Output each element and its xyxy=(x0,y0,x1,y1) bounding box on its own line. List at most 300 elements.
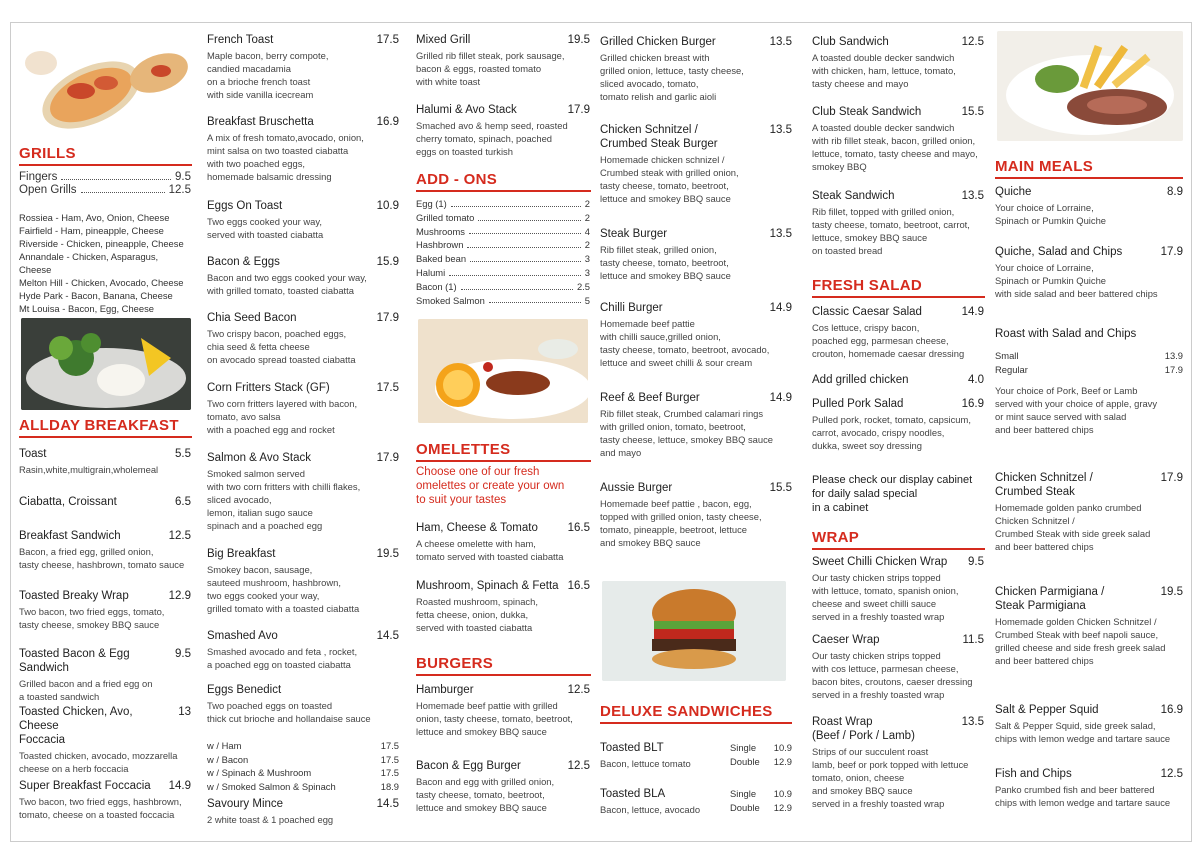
addon-name: Mushrooms xyxy=(416,225,465,237)
addon-leader xyxy=(467,238,580,248)
item-name: Steak Burger xyxy=(600,228,668,240)
addon-price: 2 xyxy=(584,198,590,209)
benedict-option xyxy=(207,753,399,767)
item-name: Savoury Mince xyxy=(207,798,284,810)
column-3 xyxy=(416,23,598,841)
item-name: Roast Wrap (Beef / Pork / Lamb) xyxy=(812,716,915,742)
deluxe-item xyxy=(600,787,792,816)
item-description: 2 white toast & 1 poached egg xyxy=(207,814,334,825)
deluxe-description: Bacon, lettuce tomato xyxy=(600,758,691,769)
addon-leader xyxy=(451,197,581,207)
deluxe-item xyxy=(600,741,792,770)
grills-fingers: Fingers 9.5 Open Grills 12.5 xyxy=(19,171,191,196)
item-name: Bacon & Eggs xyxy=(207,256,280,268)
item-name-row xyxy=(207,547,399,561)
benedict-option-price: 17.5 xyxy=(380,753,399,765)
omelettes-heading: OMELETTES xyxy=(416,441,598,462)
item-name: Chicken Schnitzel / Crumbed Steak xyxy=(995,472,1093,498)
item-price: 13.5 xyxy=(961,190,984,202)
benedict-option-name: w / Bacon xyxy=(207,753,249,765)
grill-variety-toppings: - Chicken, Avocado, Cheese xyxy=(62,277,184,288)
double-price: 12.9 xyxy=(773,801,792,813)
item-name-row xyxy=(416,683,590,697)
item-name: Toasted Chicken, Avo, Cheese Foccacia xyxy=(19,706,133,746)
item-description: A toasted double decker sandwich with chicken, ham, lettuce, tomato, tasty cheese and mayo xyxy=(812,52,956,89)
item-name: Classic Caesar Salad xyxy=(812,306,922,318)
menu-item xyxy=(995,585,1183,667)
benedict-option-price: 17.5 xyxy=(380,740,399,751)
burgers-heading: BURGERS xyxy=(416,655,598,676)
benedict-option-name: w / Ham xyxy=(207,740,242,751)
addons-heading: ADD - ONS xyxy=(416,171,598,192)
item-name: Add grilled chicken xyxy=(812,374,909,386)
single-row xyxy=(730,787,792,801)
item-description: Smached avo & hemp seed, roasted cherry tomato, spinach, poached eggs on toasted turkish xyxy=(416,120,568,157)
item-name-row xyxy=(995,471,1183,499)
item-description: Panko crumbed fish and beer battered chips with lemon wedge and tartare sauce xyxy=(995,784,1171,808)
addon-leader xyxy=(470,252,581,262)
menu-item xyxy=(600,301,792,369)
item-price: 17.9 xyxy=(567,104,590,116)
item-name-row xyxy=(416,33,590,47)
menu-sheet xyxy=(10,22,1192,842)
column-4 xyxy=(600,23,800,841)
item-description: Your choice of Lorraine, Spinach or Pumkin Quiche xyxy=(995,202,1106,226)
item-price: 19.5 xyxy=(1160,586,1183,598)
grill-variety xyxy=(19,250,191,276)
grill-variety-name: Rossiea xyxy=(19,212,53,223)
breakfast-plate-photo xyxy=(418,319,588,423)
grill-variety-toppings: - Bacon, Banana, Cheese xyxy=(62,290,173,301)
main-meals-heading: MAIN MEALS xyxy=(995,158,1191,179)
item-name: Fish and Chips xyxy=(995,768,1072,780)
menu-item xyxy=(207,115,399,183)
addon-price: 5 xyxy=(584,294,590,306)
grill-variety-name: Melton Hill xyxy=(19,277,63,288)
item-name-row xyxy=(600,227,792,241)
item-description: Bacon and two eggs cooked your way, with grilled tomato, toasted ciabatta xyxy=(207,272,367,296)
item-description: Bacon, a fried egg, grilled onion, tasty cheese, hashbrown, tomato sauce xyxy=(19,546,185,570)
item-name-row xyxy=(995,327,1183,341)
grill-variety-toppings: - Ham, pineapple, Cheese xyxy=(52,225,164,236)
menu-item xyxy=(600,481,792,549)
menu-item xyxy=(812,105,984,173)
deluxe-description: Bacon, lettuce, avocado xyxy=(600,804,701,815)
item-name-row xyxy=(207,381,399,395)
item-name: Salmon & Avo Stack xyxy=(207,452,311,464)
item-name: Halumi & Avo Stack xyxy=(416,104,517,116)
item-price: 14.5 xyxy=(376,630,399,642)
menu-item xyxy=(812,633,984,701)
item-price: 15.9 xyxy=(376,256,399,268)
omelettes-note: Choose one of our fresh omelettes or create your own to suit your tastes xyxy=(416,466,565,506)
item-price: 14.5 xyxy=(376,798,399,810)
item-name: Sweet Chilli Chicken Wrap xyxy=(812,556,948,568)
wrap-heading: WRAP xyxy=(812,529,992,550)
item-price: 17.9 xyxy=(1160,472,1183,484)
item-name-row xyxy=(812,555,984,569)
item-name: Salt & Pepper Squid xyxy=(995,704,1099,716)
item-name: Mushroom, Spinach & Fetta xyxy=(416,580,559,592)
menu-item xyxy=(207,683,399,793)
deluxe-row xyxy=(600,741,792,770)
item-price: 16.5 xyxy=(567,522,590,534)
item-name-row xyxy=(207,199,399,213)
menu-item xyxy=(207,255,399,297)
addon-price: 2.5 xyxy=(576,280,590,292)
grill-variety-name: Annandale xyxy=(19,251,64,262)
grill-variety xyxy=(19,302,191,315)
item-name: Chia Seed Bacon xyxy=(207,312,297,324)
column-1 xyxy=(19,23,199,841)
item-name: Reef & Beef Burger xyxy=(600,392,700,404)
single-row xyxy=(730,741,792,755)
deluxe-row xyxy=(600,787,792,816)
roast-small-label: Small xyxy=(995,350,1019,361)
menu-item xyxy=(812,35,984,90)
item-name: Eggs Benedict xyxy=(207,684,282,696)
deluxe-name: Toasted BLA xyxy=(600,788,666,800)
menu-item xyxy=(812,305,984,360)
item-price: 13.5 xyxy=(769,228,792,240)
addon-name: Hashbrown xyxy=(416,239,464,251)
item-price: 16.9 xyxy=(1160,704,1183,716)
grill-variety xyxy=(19,237,191,250)
item-name-row xyxy=(19,495,191,509)
addon-row xyxy=(416,197,590,211)
addon-row xyxy=(416,280,590,294)
item-price: 9.5 xyxy=(968,556,984,568)
item-price: 6.5 xyxy=(175,496,191,508)
deluxe-prices xyxy=(730,741,792,770)
menu-item xyxy=(207,547,399,615)
menu-item xyxy=(600,391,792,459)
menu-item xyxy=(812,555,984,623)
benedict-option-price: 17.5 xyxy=(380,767,399,778)
addon-price: 2 xyxy=(584,211,590,223)
roast-small-price: 13.9 xyxy=(1164,350,1183,361)
item-name: Grilled Chicken Burger xyxy=(600,36,716,48)
roast-regular-price: 17.9 xyxy=(1164,363,1183,375)
item-name-row xyxy=(812,633,984,647)
item-name-row xyxy=(600,481,792,495)
menu-item xyxy=(995,703,1183,745)
item-name: Chicken Schnitzel / Crumbed Steak Burger xyxy=(600,124,718,150)
addon-row xyxy=(416,266,590,280)
deluxe-left xyxy=(600,787,700,816)
menu-item xyxy=(19,447,191,476)
item-description: Strips of our succulent roast lamb, beef or pork topped with lettuce tomato, onion, cheese and smokey BBQ sauce served in a freshly toasted wrap xyxy=(812,746,969,809)
item-name-row xyxy=(19,529,191,543)
item-price: 17.5 xyxy=(376,382,399,394)
menu-item xyxy=(416,759,590,814)
item-price: 14.9 xyxy=(168,780,191,792)
addon-leader xyxy=(478,211,580,221)
item-name: Chicken Parmigiana / Steak Parmigiana xyxy=(995,586,1105,612)
item-name: Breakfast Bruschetta xyxy=(207,116,314,128)
main-meal-photo xyxy=(997,31,1183,141)
item-price: 12.5 xyxy=(168,530,191,542)
item-description: Maple bacon, berry compote, candied macadamia on a brioche french toast with side vanilla icecream xyxy=(207,50,329,100)
addon-price: 4 xyxy=(584,225,590,237)
benedict-option-name: w / Smoked Salmon & Spinach xyxy=(207,780,336,792)
item-price: 16.5 xyxy=(567,580,590,592)
addon-name: Baked bean xyxy=(416,253,467,265)
grilled-toast-photo xyxy=(21,33,191,138)
item-price: 14.9 xyxy=(961,306,984,318)
menu-item xyxy=(207,33,399,101)
menu-item xyxy=(19,779,191,821)
addon-row xyxy=(416,225,590,239)
item-price: 13.5 xyxy=(769,36,792,48)
item-price: 15.5 xyxy=(961,106,984,118)
item-name-row xyxy=(812,373,984,387)
item-price: 13.5 xyxy=(961,716,984,728)
grill-variety xyxy=(19,289,191,302)
menu-item xyxy=(812,189,984,257)
item-name-row xyxy=(995,767,1183,781)
item-description: Smoked salmon served with two corn fritters with chilli flakes, sliced avocado, lemon, italian sugo sauce spinach and a poached egg xyxy=(207,468,361,531)
item-price: 16.9 xyxy=(376,116,399,128)
item-name: Quiche xyxy=(995,186,1032,198)
item-name-row xyxy=(207,797,399,811)
item-name: French Toast xyxy=(207,34,274,46)
menu-item xyxy=(600,227,792,282)
item-name: Ham, Cheese & Tomato xyxy=(416,522,538,534)
roast-options xyxy=(995,349,1183,436)
benedict-option xyxy=(207,766,399,780)
benedict-option xyxy=(207,780,399,794)
deluxe-prices xyxy=(730,787,792,816)
item-name-row xyxy=(207,311,399,325)
menu-item xyxy=(207,311,399,366)
item-name-row xyxy=(995,245,1183,259)
double-price: 12.9 xyxy=(773,755,792,767)
grill-variety-toppings: - Chicken, Asparagus, Cheese xyxy=(19,251,159,275)
addon-name: Halumi xyxy=(416,266,446,278)
item-name-row xyxy=(19,647,191,675)
item-price: 17.9 xyxy=(1160,246,1183,258)
addon-leader xyxy=(469,225,581,235)
addon-leader xyxy=(489,294,581,304)
item-price: 11.5 xyxy=(962,634,984,646)
addon-name: Smoked Salmon xyxy=(416,294,485,306)
item-name-row xyxy=(416,521,590,535)
item-description: Roasted mushroom, spinach, fetta cheese, onion, dukka, served with toasted ciabatta xyxy=(416,596,538,633)
item-name: Corn Fritters Stack (GF) xyxy=(207,382,330,394)
column-6 xyxy=(995,23,1191,841)
item-name-row xyxy=(416,103,590,117)
menu-item xyxy=(19,495,191,509)
benedict-option xyxy=(207,739,399,753)
item-name: Caeser Wrap xyxy=(812,634,880,646)
menu-item xyxy=(207,199,399,241)
item-name-row xyxy=(207,115,399,129)
item-name-row xyxy=(600,301,792,315)
menu-item xyxy=(19,647,191,703)
item-price: 12.5 xyxy=(1160,768,1183,780)
item-name-row xyxy=(812,35,984,49)
item-name: Aussie Burger xyxy=(600,482,673,494)
item-description: Homemade chicken schnizel / Crumbed steak with grilled onion, tasty cheese, tomato, beetroot, lettuce and smokey BBQ sauce xyxy=(600,154,739,204)
item-name: Pulled Pork Salad xyxy=(812,398,904,410)
item-name-row xyxy=(812,397,984,411)
item-name-row xyxy=(995,585,1183,613)
item-name-row xyxy=(19,705,191,747)
item-price: 4.0 xyxy=(968,374,984,386)
item-name-row xyxy=(995,185,1183,199)
menu-item xyxy=(812,715,984,810)
item-name-row xyxy=(19,589,191,603)
addon-name: Egg (1) xyxy=(416,198,447,209)
menu-item xyxy=(207,629,399,671)
item-price: 15.5 xyxy=(769,482,792,494)
double-row xyxy=(730,755,792,769)
deluxe-name: Toasted BLT xyxy=(600,742,664,754)
grill-variety-toppings: - Ham, Avo, Onion, Cheese xyxy=(52,212,170,223)
item-name-row xyxy=(207,255,399,269)
item-price: 17.9 xyxy=(376,312,399,324)
grill-variety xyxy=(19,211,191,224)
item-description: A cheese omelette with ham, tomato served with toasted ciabatta xyxy=(416,538,564,562)
item-name-row xyxy=(812,305,984,319)
item-description: Smashed avocado and feta , rocket, a poached egg on toasted ciabatta xyxy=(207,646,358,670)
item-description: Rib fillet, topped with grilled onion, tasty cheese, tomato, beetroot, carrot, lettuce, smokey BBQ sauce on toasted bread xyxy=(812,206,970,256)
item-name-row xyxy=(812,105,984,119)
menu-item xyxy=(812,373,984,387)
item-price: 12.9 xyxy=(168,590,191,602)
addon-name: Grilled tomato xyxy=(416,211,475,223)
grill-variety-toppings: - Chicken, pineapple, Cheese xyxy=(58,238,184,249)
item-description: Homemade beef pattie with chilli sauce,grilled onion, tasty cheese, tomato, beetroot, avocado, lettuce and sweet chilli & sour cream xyxy=(600,318,770,368)
menu-item xyxy=(416,33,590,88)
item-price: 5.5 xyxy=(175,448,191,460)
addons-list xyxy=(416,197,590,307)
egg-salad-photo xyxy=(21,318,191,410)
item-price: 12.5 xyxy=(567,684,590,696)
allday-heading: ALLDAY BREAKFAST xyxy=(19,417,199,438)
item-name-row xyxy=(207,33,399,47)
item-description: Rasin,white,multigrain,wholemeal xyxy=(19,464,159,475)
item-price: 12.5 xyxy=(961,36,984,48)
menu-item xyxy=(207,381,399,436)
grill-variety-name: Riverside xyxy=(19,238,59,249)
menu-item xyxy=(995,185,1183,227)
item-name: Smashed Avo xyxy=(207,630,278,642)
benedict-option-price: 18.9 xyxy=(380,780,399,792)
item-description: Toasted chicken, avocado, mozzarella cheese on a herb foccacia xyxy=(19,750,178,774)
item-price: 9.5 xyxy=(175,648,191,660)
item-name-row xyxy=(207,629,399,643)
item-name: Toasted Breaky Wrap xyxy=(19,590,129,602)
menu-item xyxy=(416,103,590,158)
item-name-row xyxy=(416,759,590,773)
column-2 xyxy=(207,23,407,841)
item-name: Club Sandwich xyxy=(812,36,889,48)
menu-item xyxy=(19,589,191,631)
item-name: Chilli Burger xyxy=(600,302,663,314)
item-description: Your choice of Lorraine, Spinach or Pumkin Quiche with side salad and beer battered chips xyxy=(995,262,1158,299)
salad-note: Please check our display cabinet for daily salad special in a cabinet xyxy=(812,474,973,514)
item-price: 10.9 xyxy=(376,200,399,212)
item-price xyxy=(393,683,399,697)
item-name: Ciabatta, Croissant xyxy=(19,496,117,508)
item-name-row xyxy=(600,35,792,49)
menu-item xyxy=(19,529,191,571)
item-description: Two bacon, two fried eggs, hashbrown, tomato, cheese on a toasted foccacia xyxy=(19,796,182,820)
deluxe-heading: DELUXE SANDWICHES xyxy=(600,703,800,724)
benedict-option-name: w / Spinach & Mushroom xyxy=(207,767,312,778)
item-description: Pulled pork, rocket, tomato, capsicum, carrot, avocado, crispy noodles, dukka, sweet soy dressing xyxy=(812,414,971,451)
item-name: Roast with Salad and Chips xyxy=(995,328,1137,340)
single-price: 10.9 xyxy=(773,788,792,799)
item-description: Two corn fritters layered with bacon, tomato, avo salsa with a poached egg and rocket xyxy=(207,398,358,435)
item-price xyxy=(1177,327,1183,341)
item-description: Rib fillet steak, Crumbed calamari rings with grilled onion, tomato, beetroot, tasty cheese, lettuce, smokey BBQ sauce and mayo xyxy=(600,408,773,458)
grills-heading: GRILLS xyxy=(19,145,199,166)
item-price: 19.5 xyxy=(567,34,590,46)
item-description: Two poached eggs on toasted thick cut brioche and hollandaise sauce xyxy=(207,700,371,724)
item-price: 17.9 xyxy=(376,452,399,464)
item-name: Toasted Bacon & Egg Sandwich xyxy=(19,648,130,674)
item-name-row xyxy=(600,391,792,405)
grill-variety xyxy=(19,224,191,237)
grill-variety-name: Fairfield xyxy=(19,225,53,236)
menu-item xyxy=(19,705,191,775)
item-description: Two crispy bacon, poached eggs, chia seed & fetta cheese on avocado spread toasted ciabatta xyxy=(207,328,356,365)
item-name: Breakfast Sandwich xyxy=(19,530,121,542)
item-description: Grilled rib fillet steak, pork sausage, bacon & eggs, roasted tomato with white toast xyxy=(416,50,565,87)
single-label: Single xyxy=(730,742,757,753)
item-name-row xyxy=(207,683,399,697)
item-price: 14.9 xyxy=(769,392,792,404)
item-name-row xyxy=(812,715,984,743)
menu-item xyxy=(995,327,1183,436)
item-description: Our tasty chicken strips topped with lettuce, tomato, spanish onion, cheese and sweet chilli sauce served in a freshly toasted wrap xyxy=(812,572,959,622)
menu-item xyxy=(207,797,399,826)
addon-price: 3 xyxy=(584,253,590,265)
grill-variety xyxy=(19,276,191,289)
item-name: Mixed Grill xyxy=(416,34,471,46)
item-description: Salt & Pepper Squid, side greek salad, chips with lemon wedge and tartare sauce xyxy=(995,720,1171,744)
item-name: Hamburger xyxy=(416,684,474,696)
menu-item xyxy=(416,521,590,563)
item-description: Rib fillet steak, grilled onion, tasty cheese, tomato, beetroot, lettuce and smokey BBQ sauce xyxy=(600,244,731,281)
item-name: Club Steak Sandwich xyxy=(812,106,922,118)
item-price: 16.9 xyxy=(961,398,984,410)
item-description: Homemade golden panko crumbed Chicken Schnitzel / Crumbed Steak with side greek salad and beer battered chips xyxy=(995,502,1151,552)
item-description: Two eggs cooked your way, served with toasted ciabatta xyxy=(207,216,324,240)
item-description: A mix of fresh tomato,avocado, onion, mint salsa on two toasted ciabatta with two poached eggs, homemade balsamic dressing xyxy=(207,132,364,182)
roast-description: Your choice of Pork, Beef or Lamb served with your choice of apple, gravy or mint sauce served with salad and beer battered chips xyxy=(995,385,1158,435)
item-description: A toasted double decker sandwich with rib fillet steak, bacon, grilled onion, lettuce, tomato, tasty cheese and mayo, smokey BBQ xyxy=(812,122,978,172)
item-name: Steak Sandwich xyxy=(812,190,895,202)
item-description: Bacon and egg with grilled onion, tasty cheese, tomato, beetroot, lettuce and smokey BBQ sauce xyxy=(416,776,555,813)
menu-item xyxy=(416,579,590,634)
item-description: Smokey bacon, sausage, sauteed mushroom, hashbrown, two eggs cooked your way, grilled tomato with a toasted ciabatta xyxy=(207,564,360,614)
deluxe-left xyxy=(600,741,691,770)
double-row xyxy=(730,801,792,815)
item-name: Super Breakfast Foccacia xyxy=(19,780,151,792)
item-name-row xyxy=(207,451,399,465)
item-name: Quiche, Salad and Chips xyxy=(995,246,1123,258)
menu-item xyxy=(812,397,984,452)
addon-price: 3 xyxy=(584,266,590,278)
item-description: Two bacon, two fried eggs, tomato, tasty cheese, smokey BBQ sauce xyxy=(19,606,165,630)
item-description: Cos lettuce, crispy bacon, poached egg, parmesan cheese, crouton, homemade caesar dressing xyxy=(812,322,965,359)
menu-item xyxy=(995,767,1183,809)
addon-price: 2 xyxy=(584,239,590,251)
